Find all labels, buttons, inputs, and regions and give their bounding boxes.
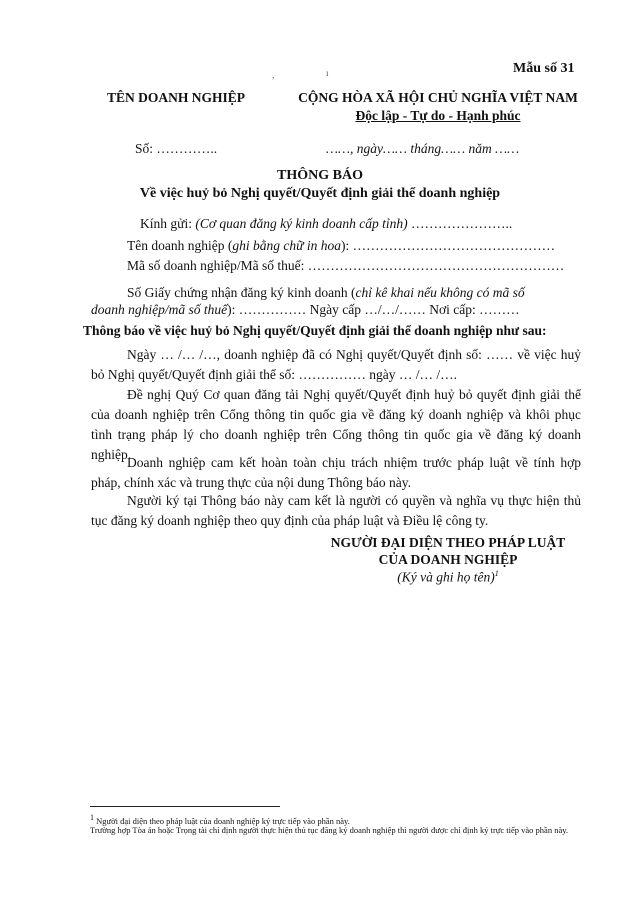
recipient-label: Kính gửi: <box>140 216 196 231</box>
scan-mark: , <box>272 70 275 80</box>
page-subtitle: Về việc huỷ bỏ Nghị quyết/Quyết định giải thể doanh nghiệp <box>139 186 501 201</box>
paragraph-2: Đề nghị Quý Cơ quan đăng tải Nghị quyết/Quyết định huỷ bỏ quyết định giải thể của doanh nghiệp trên Cổng thông tin quốc gia về đăng ký doanh nghiệp và khôi phục tình trạng pháp lý cho doanh nghiệp trên Cổng thông tin quốc gia về đăng ký doanh nghiệp. <box>91 387 581 462</box>
recipient-value: (Cơ quan đăng ký kinh doanh cấp tỉnh) <box>195 216 408 231</box>
paragraph-1: Ngày … /… /…, doanh nghiệp đã có Nghị quyết/Quyết định số: …… về việc huỷ bỏ Nghị quyết/Quyết định giải thể số: …………… ngày … /… /…. <box>91 347 581 382</box>
paragraph-4: Người ký tại Thông báo này cam kết là người có quyền và nghĩa vụ thực hiện thủ tục đăng ký doanh nghiệp theo quy định của pháp luật và Điều lệ công ty. <box>91 493 581 528</box>
company-name-label: Tên doanh nghiệp ( <box>127 238 233 253</box>
certificate-dots: ): …………… Ngày cấp …/…/…… Nơi cấp: ……… <box>227 302 520 317</box>
company-name-hint: ghi bằng chữ in hoa <box>232 238 341 253</box>
recipient-dots: ………………….. <box>407 216 513 231</box>
footnote-1-text: Người đại diện theo pháp luật của doanh nghiệp ký trực tiếp vào phần này. <box>94 815 350 826</box>
section-heading: Thông báo về việc huỷ bỏ Nghị quyết/Quyết định giải thể doanh nghiệp như sau: <box>83 323 547 338</box>
scan-mark: ı <box>326 68 329 78</box>
page-title: THÔNG BÁO <box>277 168 363 183</box>
tax-code-line: Mã số doanh nghiệp/Mã số thuế: ………………………………………………… <box>127 258 565 273</box>
certificate-line-1 <box>127 285 582 301</box>
footnote-2: Trường hợp Tòa án hoặc Trọng tài chỉ định người thực hiện thủ tục đăng ký doanh nghiệp thì người được chỉ định ký trực tiếp vào phần này. <box>90 825 569 835</box>
document-date: ……, ngày…… tháng…… năm …… <box>326 141 520 156</box>
signature-instruction <box>318 569 578 586</box>
footnote-ref: 1 <box>494 569 499 578</box>
republic-title: CỘNG HÒA XÃ HỘI CHỦ NGHĨA VIỆT NAM <box>298 90 578 105</box>
signature-hint: (Ký và ghi họ tên) <box>397 569 495 585</box>
document-number: Số: ………….. <box>135 141 218 156</box>
company-name-dots: ): ……………………………………… <box>340 238 556 253</box>
company-label: TÊN DOANH NGHIỆP <box>107 90 246 105</box>
recipient-line <box>140 216 512 232</box>
certificate-hint-1: chỉ kê khai nếu không có mã số <box>355 285 525 300</box>
form-number: Mẫu số 31 <box>513 61 575 76</box>
certificate-hint-2: doanh nghiệp/mã số thuế <box>91 302 228 317</box>
certificate-line-2 <box>91 302 581 318</box>
signature-title-2: CỦA DOANH NGHIỆP <box>378 552 518 567</box>
motto: Độc lập - Tự do - Hạnh phúc <box>355 108 521 123</box>
certificate-label: Số Giấy chứng nhận đăng ký kinh doanh ( <box>127 285 356 300</box>
footnote-divider <box>90 806 280 807</box>
company-name-line <box>127 238 555 254</box>
footnote-1-mark: 1 <box>90 813 94 822</box>
signature-title-1: NGƯỜI ĐẠI DIỆN THEO PHÁP LUẬT <box>330 535 566 550</box>
paragraph-3: Doanh nghiệp cam kết hoàn toàn chịu trách nhiệm trước pháp luật về tính hợp pháp, chính xác và trung thực của nội dung Thông báo này. <box>91 455 581 490</box>
